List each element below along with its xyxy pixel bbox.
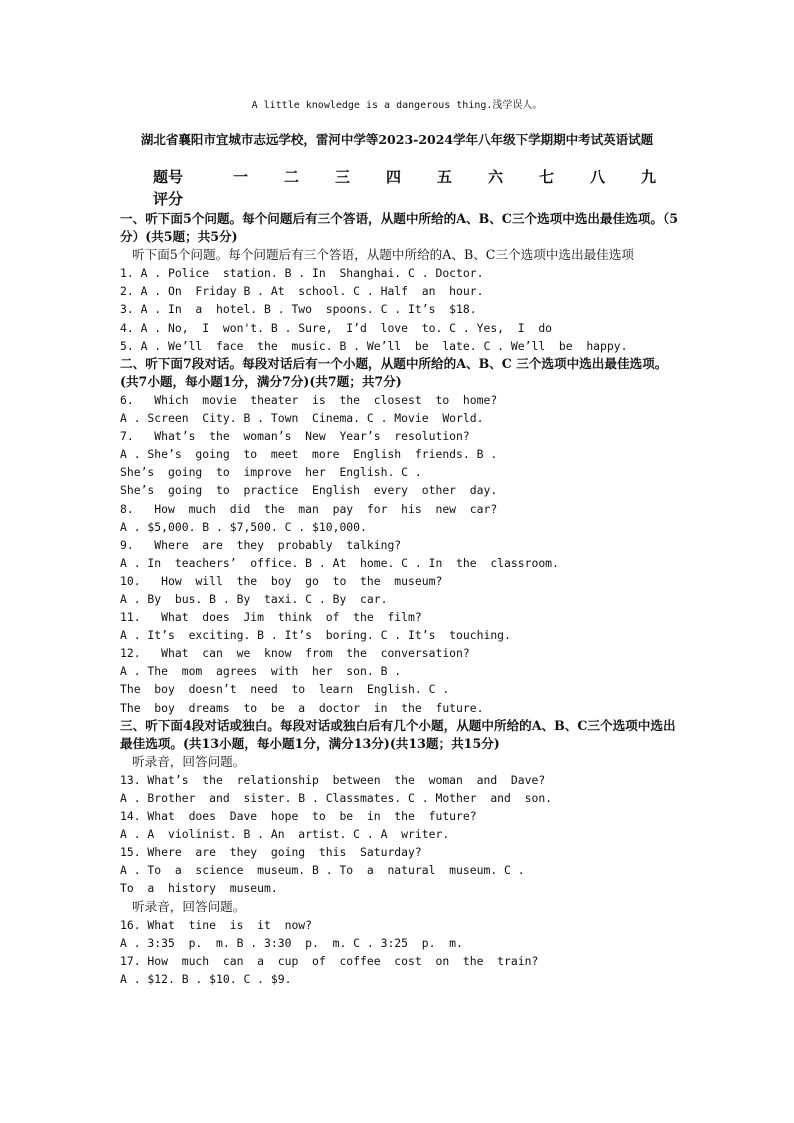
score-table-score-label: 评分 [153, 190, 184, 208]
question-line: A . In teachers’ office. B . At home. C . In the classroom. [120, 555, 559, 570]
question-line: 1. A . Police station. B . In Shanghai. C . Doctor. [120, 266, 484, 281]
question-line: 13. What’s the relationship between the woman and Dave? [120, 772, 546, 787]
page-title: 湖北省襄阳市宜城市志远学校，雷河中学等2023-2024学年八年级下学期期中考试英语试题 [140, 132, 654, 147]
question-line: A . By bus. B . By taxi. C . By car. [120, 591, 388, 606]
group-instruction: 听录音，回答问题。 [132, 753, 246, 769]
group-instruction: 听录音，回答问题。 [132, 898, 246, 914]
score-table-col-3: 三 [335, 168, 351, 186]
section-heading-3: 三、听下面4段对话或独白。每段对话或独白后有几个小题，从题中所给的A、B、C三个选项中选出最佳选项。(共13小题，每小题1分，满分13分)(共13题；共15分) [120, 717, 676, 751]
score-table-col-6: 六 [488, 168, 504, 186]
question-line: A . A violinist. B . An artist. C . A writer. [120, 827, 450, 842]
question-line: 6. Which movie theater is the closest to home? [120, 392, 498, 407]
question-line: The boy dreams to be a doctor in the future. [120, 700, 484, 715]
question-line: 2. A . On Friday B . At school. C . Half an hour. [120, 284, 484, 299]
question-line: 8. How much did the man pay for his new car? [120, 501, 498, 516]
score-table-col-8: 八 [590, 168, 606, 186]
question-content [120, 210, 680, 988]
question-line: The boy doesn’t need to learn English. C . [120, 682, 450, 697]
score-table-col-1: 一 [233, 168, 249, 186]
question-line: A . She’s going to meet more English friends. B . [120, 447, 498, 462]
question-line: 10. How will the boy go to the museum? [120, 573, 443, 588]
question-line: A . $12. B . $10. C . $9. [120, 971, 292, 986]
section-heading-2: 二、听下面7段对话。每段对话后有一个小题，从题中所给的A、B、C 三个选项中选出最佳选项。(共7小题，每小题1分，满分7分)(共7题；共7分) [120, 355, 668, 389]
question-line: She’s going to improve her English. C . [120, 465, 422, 480]
question-line: A . The mom agrees with her son. B . [120, 664, 402, 679]
question-line: 9. Where are they probably talking? [120, 537, 402, 552]
question-line: 16. What tine is it now? [120, 917, 313, 932]
score-table-col-4: 四 [386, 168, 402, 186]
question-line: She’s going to practice English every other day. [120, 483, 498, 498]
question-line: 15. Where are they going this Saturday? [120, 845, 422, 860]
question-line: 5. A . We’ll face the music. B . We’ll be late. C . We’ll be happy. [120, 338, 628, 353]
question-line: 14. What does Dave hope to be in the future? [120, 809, 477, 824]
header-quote: A little knowledge is a dangerous thing.浅学误人。 [251, 100, 543, 111]
score-table-col-2: 二 [284, 168, 300, 186]
question-line: A . To a science museum. B . To a natural museum. C . [120, 863, 525, 878]
question-line: To a history museum. [120, 881, 278, 896]
score-table-col-7: 七 [539, 168, 555, 186]
question-line: 12. What can we know from the conversation? [120, 646, 470, 661]
question-line: 17. How much can a cup of coffee cost on the train? [120, 953, 539, 968]
question-line: A . 3:35 p. m. B . 3:30 p. m. C . 3:25 p. m. [120, 935, 463, 950]
question-line: 7. What’s the woman’s New Year’s resolution? [120, 429, 470, 444]
question-line: A . Screen City. B . Town Cinema. C . Movie World. [120, 411, 484, 426]
question-line: A . $5,000. B . $7,500. C . $10,000. [120, 519, 367, 534]
section-instruction-1: 听下面5个问题。每个问题后有三个答语，从题中所给的A、B、C三个选项中选出最佳选项 [132, 247, 634, 263]
question-line: 3. A . In a hotel. B . Two spoons. C . It’s $18. [120, 302, 477, 317]
score-table-col-5: 五 [437, 168, 453, 186]
question-line: 4. A . No, I won't. B . Sure, I’d love to. C . Yes, I do [120, 320, 553, 335]
question-line: A . Brother and sister. B . Classmates. C . Mother and son. [120, 791, 553, 805]
question-line: A . It’s exciting. B . It’s boring. C . It’s touching. [120, 628, 511, 643]
question-line: 11. What does Jim think of the film? [120, 610, 422, 625]
section-heading-1: 一、听下面5个问题。每个问题后有三个答语，从题中所给的A、B、C三个选项中选出最佳选项。（5分）(共5题；共5分) [120, 211, 679, 245]
score-table-header-label: 题号 [153, 168, 184, 186]
score-table-col-9: 九 [641, 168, 657, 186]
